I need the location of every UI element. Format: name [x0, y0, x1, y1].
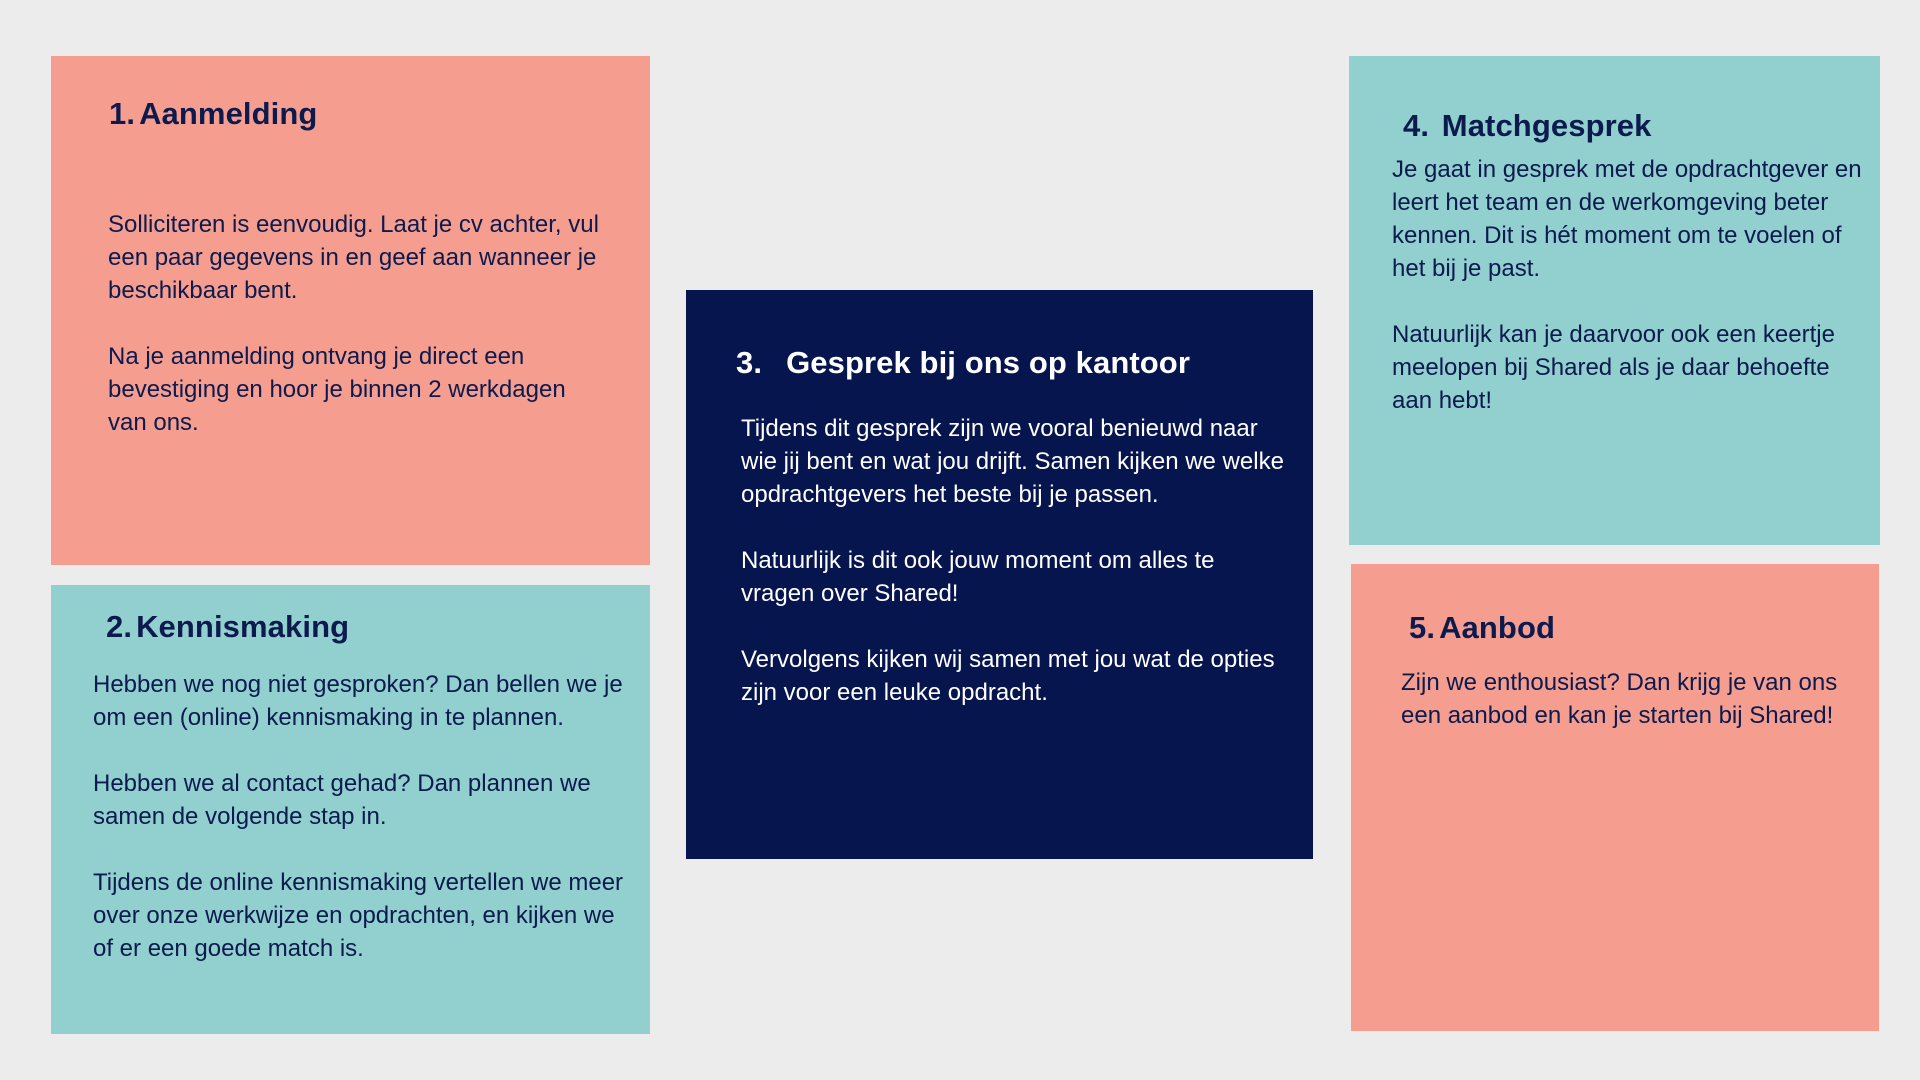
step-title-text: Aanbod — [1439, 610, 1556, 645]
step-title — [1403, 107, 1651, 144]
step-paragraph: Tijdens de online kennismaking vertellen we meer over onze werkwijze en opdrachten, en kijken we of er een goede match is. — [93, 869, 624, 962]
step-title-text: Kennismaking — [136, 609, 350, 644]
step-number: 2. — [106, 609, 133, 644]
step-paragraph: Tijdens dit gesprek zijn we vooral benieuwd naar wie jij bent en wat jou drijft. Samen kijken we welke opdrachtgevers het beste bij je passen. — [741, 415, 1284, 508]
step-paragraph: Natuurlijk is dit ook jouw moment om alles te vragen over Shared! — [741, 547, 1215, 607]
step-title-text: Aanmelding — [139, 96, 318, 131]
step-body — [741, 412, 1286, 709]
step-title — [106, 608, 349, 645]
step-card-matchgesprek — [1349, 56, 1880, 545]
step-number: 5. — [1409, 610, 1436, 645]
step-body — [108, 208, 608, 439]
step-paragraph: Hebben we nog niet gesproken? Dan bellen we je om een (online) kennismaking in te plannen. — [93, 671, 623, 731]
step-body — [1392, 153, 1862, 417]
step-title — [109, 95, 317, 132]
step-number: 4. — [1403, 108, 1430, 143]
step-card-aanmelding — [51, 56, 650, 565]
step-paragraph: Solliciteren is eenvoudig. Laat je cv achter, vul een paar gegevens in en geef aan wanneer je beschikbaar bent. — [108, 211, 599, 304]
step-title — [1409, 609, 1555, 646]
step-paragraph: Zijn we enthousiast? Dan krijg je van ons een aanbod en kan je starten bij Shared! — [1401, 669, 1838, 729]
step-paragraph: Natuurlijk kan je daarvoor ook een keertje meelopen bij Shared als je daar behoefte aan hebt! — [1392, 321, 1835, 414]
step-card-gesprek-kantoor — [686, 290, 1313, 859]
step-card-kennismaking — [51, 585, 650, 1034]
step-title-text: Matchgesprek — [1441, 108, 1652, 143]
step-paragraph: Na je aanmelding ontvang je direct een bevestiging en hoor je binnen 2 werkdagen van ons. — [108, 343, 566, 436]
step-paragraph: Vervolgens kijken wij samen met jou wat de opties zijn voor een leuke opdracht. — [741, 646, 1275, 706]
step-body — [93, 668, 638, 965]
step-number: 3. — [736, 345, 763, 380]
step-card-aanbod — [1351, 564, 1879, 1031]
step-body — [1401, 666, 1856, 732]
step-title — [736, 344, 1190, 381]
step-number: 1. — [109, 96, 136, 131]
step-paragraph: Je gaat in gesprek met de opdrachtgever en leert het team en de werkomgeving beter kennen. Dit is hét moment om te voelen of het bij je past. — [1392, 156, 1862, 282]
step-paragraph: Hebben we al contact gehad? Dan plannen we samen de volgende stap in. — [93, 770, 591, 830]
step-title-text: Gesprek bij ons op kantoor — [786, 345, 1191, 380]
